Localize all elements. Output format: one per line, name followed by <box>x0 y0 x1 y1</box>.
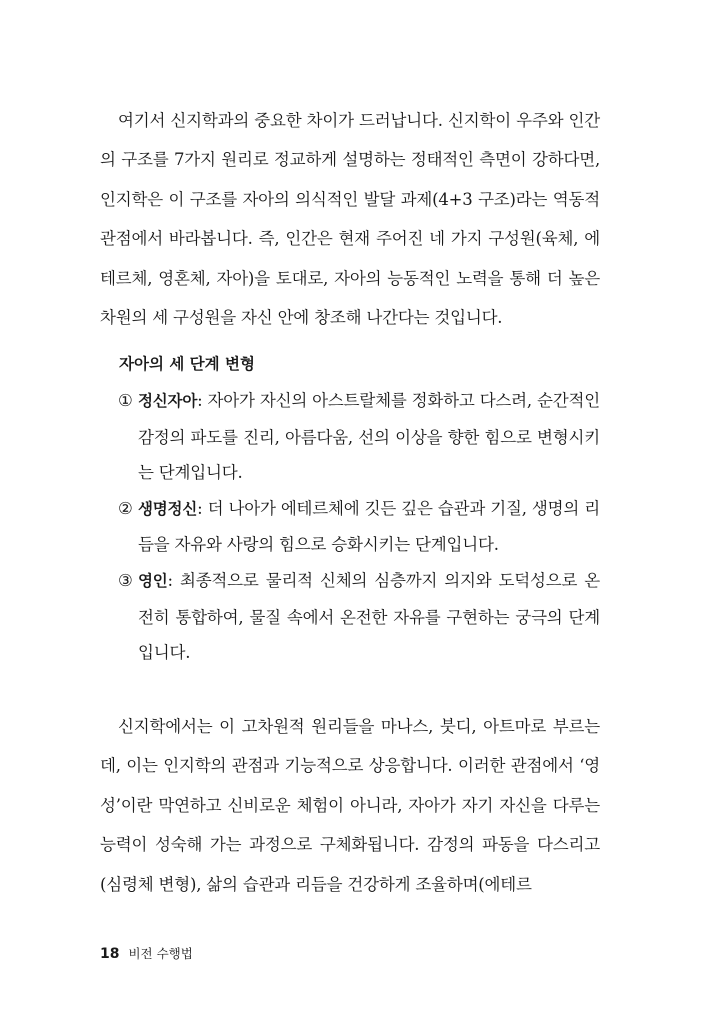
stage-number: ① <box>118 391 133 410</box>
page-footer <box>100 945 193 963</box>
stage-item-1 <box>118 383 600 491</box>
stage-description: : 더 나아가 에테르체에 깃든 깊은 습관과 기질, 생명의 리듬을 자유와 사랑의 힘으로 승화시키는 단계입니다. <box>138 498 600 555</box>
running-title: 비전 수행법 <box>128 946 193 961</box>
body-paragraph-1: 여기서 신지학과의 중요한 차이가 드러납니다. 신지학이 우주와 인간의 구조를 7가지 원리로 정교하게 설명하는 정태적인 측면이 강하다면, 인지학은 이 구조를 자아의 의식적인 발달 과제(4+3 구조)라는 역동적 관점에서 바라봅니다. 즉, 인간은 현재 주어진 네 가지 구성원(육체, 에테르체, 영혼체, 자아)을 토대로, 자아의 능동적인 노력을 통해 더 높은 차원의 세 구성원을 자신 안에 창조해 나간다는 것입니다. <box>100 111 600 328</box>
page-number: 18 <box>100 946 120 962</box>
stage-description: : 자아가 자신의 아스트랄체를 정화하고 다스려, 순간적인 감정의 파도를 진리, 아름다움, 선의 이상을 향한 힘으로 변형시키는 단계입니다. <box>138 391 600 483</box>
stage-number: ③ <box>118 570 133 590</box>
stage-term: 생명정신 <box>138 499 198 518</box>
section-heading: 자아의 세 단계 변형 <box>119 355 255 373</box>
stage-item-3 <box>118 563 600 671</box>
body-paragraph-2: 신지학에서는 이 고차원적 원리들을 마나스, 붓디, 아트마로 부르는데, 이는 인지학의 관점과 기능적으로 상응합니다. 이러한 관점에서 ‘영성’이란 막연하고 신비로운 체험이 아니라, 자아가 자기 자신을 다루는 능력이 성숙해 가는 과정으로 구체화됩니다. 감정의 파동을 다스리고(심령체 변형), 삶의 습관과 리듬을 건강하게 조율하며(에테르 <box>100 717 600 894</box>
stage-term: 영인 <box>138 571 168 590</box>
stage-number: ② <box>118 498 133 518</box>
stage-item-2 <box>118 491 600 563</box>
stage-term: 정신자아 <box>138 392 198 410</box>
stage-list <box>118 383 600 671</box>
stage-description: : 최종적으로 물리적 신체의 심층까지 의지와 도덕성으로 온전히 통합하여, 물질 속에서 온전한 자유를 구현하는 궁극의 단계입니다. <box>138 570 600 663</box>
